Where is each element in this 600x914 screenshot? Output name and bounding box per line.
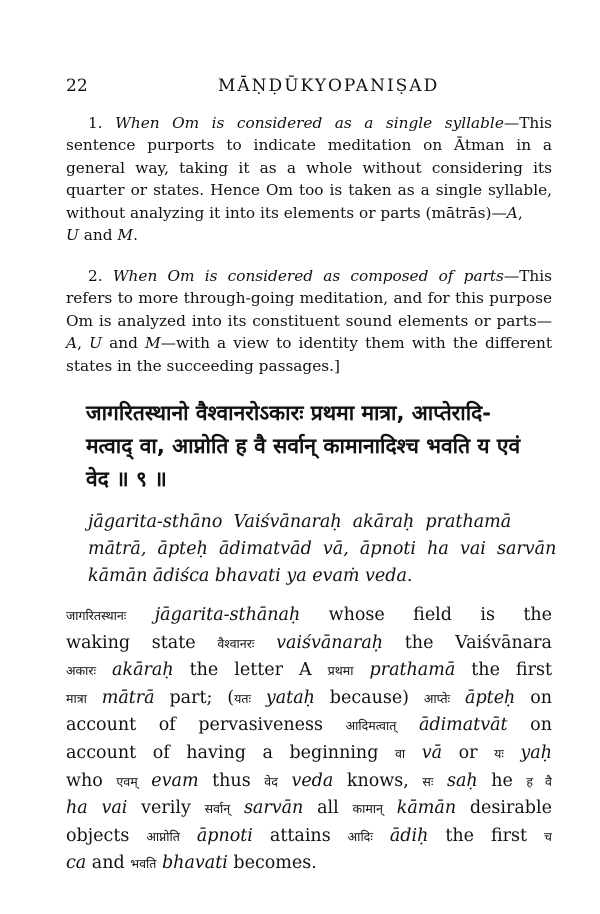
sanskrit-word: प्रथमा xyxy=(327,663,354,679)
gloss-text xyxy=(405,743,422,763)
transliterated-word: bhavati xyxy=(161,853,228,874)
note-text: —This sentence purports to indicate meditation on Ātman in a general way, taking it as a whole without considering its quarter or states. Hence Om too is taken as a single syllable, without analyzing it into its elements or parts (mātrās)— xyxy=(66,114,552,222)
gloss-line xyxy=(66,685,552,713)
gloss-line xyxy=(66,657,552,685)
transliterated-word: akāraḥ xyxy=(112,660,174,681)
transliterated-word: āpteḥ xyxy=(465,687,516,708)
gloss-text: verily xyxy=(127,798,205,819)
gloss-text xyxy=(450,688,465,708)
gloss-line xyxy=(66,768,552,796)
sanskrit-word: वा xyxy=(394,745,406,761)
sanskrit-word: वेद xyxy=(264,773,278,789)
transliterated-word: yaḥ xyxy=(520,742,552,763)
gloss-text: whose field is the xyxy=(300,605,552,625)
gloss-text: who xyxy=(66,770,117,791)
note-text: —This refers to more through-going meditation, and for this purpose Om is analyzed into its constituent sound elements or parts— xyxy=(66,267,552,330)
gloss-text: becomes. xyxy=(227,853,317,874)
transliteration-line: mātrā, āpteḥ ādimatvād vā, āpnoti ha vai sarvān xyxy=(88,539,557,559)
sanskrit-word: भवति xyxy=(130,856,157,872)
gloss-text xyxy=(230,798,244,818)
transliterated-word: vaiśvānaraḥ xyxy=(276,632,384,653)
sanskrit-word: सर्वान् xyxy=(204,801,231,817)
gloss-text: account of pervasiveness xyxy=(66,715,346,736)
transliteration-line: kāmān ādiśca bhavati ya evaṁ veda. xyxy=(88,566,413,586)
transliterated-word: saḥ xyxy=(446,770,478,791)
gloss-text: on xyxy=(507,715,552,736)
transliterated-word: ādimatvāt xyxy=(418,715,508,736)
gloss-line xyxy=(66,740,552,768)
gloss-text: part; ( xyxy=(154,687,235,708)
transliterated-word: vā xyxy=(421,742,443,763)
sanskrit-word: वैश्वानरः xyxy=(217,635,255,651)
gloss-text: or xyxy=(442,742,495,763)
gloss-text: because) xyxy=(314,687,424,708)
sanskrit-word: सः xyxy=(422,773,434,789)
sanskrit-word: ह वै xyxy=(526,773,552,789)
gloss-text: he xyxy=(477,770,527,791)
sanskrit-word: यतः xyxy=(234,690,251,706)
gloss-text: thus xyxy=(198,770,265,791)
verse-transliteration xyxy=(88,509,558,590)
gloss-line xyxy=(66,823,552,851)
running-header xyxy=(66,76,540,98)
gloss-text: the first xyxy=(428,825,545,846)
note-heading: When Om is considered as composed of parts xyxy=(112,267,504,285)
gloss-text xyxy=(87,688,102,708)
transliterated-word: sarvān xyxy=(243,798,304,819)
note-number: 1. xyxy=(88,114,103,132)
sanskrit-word: आप्तेः xyxy=(423,690,451,706)
sanskrit-word: मात्रा xyxy=(66,690,87,706)
verse-line: वेद ॥ ९ ॥ xyxy=(86,467,167,491)
sanskrit-word: आदिः xyxy=(347,828,373,844)
note-single-syllable: 1. When Om is considered as a single syllable—This sentence purports to indicate meditation on Ātman in a general way, taking it as a whole without considering its quarter or states. Hence Om too is taken as a single syllable, without analyzing it into its elements or parts (mātrās)—A, U and M. xyxy=(66,114,552,245)
gloss-text: on xyxy=(515,687,552,708)
gloss-line xyxy=(66,795,552,823)
note-heading: When Om is considered as a single syllable xyxy=(115,114,504,132)
gloss-text: and xyxy=(86,853,131,874)
gloss-text xyxy=(254,633,276,653)
transliterated-word: ha vai xyxy=(66,798,128,819)
gloss-text: attains xyxy=(252,825,348,846)
gloss-text xyxy=(126,605,154,625)
sanskrit-word: अकारः xyxy=(66,663,97,679)
transliterated-word: ādiḥ xyxy=(389,825,429,846)
sanskrit-word: कामान् xyxy=(352,801,383,817)
running-title: MĀṆḌŪKYOPANIṢAD xyxy=(218,76,440,96)
transliteration-line: jāgarita-sthāno Vaiśvānaraḥ akāraḥ prathamā xyxy=(88,512,512,532)
transliterated-word: yataḥ xyxy=(265,687,315,708)
gloss-text: knows, xyxy=(333,770,423,791)
gloss-text: waking state xyxy=(66,632,218,653)
sanskrit-word: आदिमत्वात् xyxy=(345,718,397,734)
gloss-text xyxy=(353,660,369,680)
sanskrit-word: जागरितस्थानः xyxy=(66,608,127,623)
verse-line: मत्वाद् वा, आप्नोति ह वै सर्वान् कामानादिश्च भवति य एवं xyxy=(86,434,521,458)
note-number: 2. xyxy=(88,267,103,285)
gloss-line xyxy=(66,712,552,740)
word-gloss xyxy=(66,602,552,878)
gloss-text xyxy=(96,660,112,680)
note-composed-of-parts: 2. When Om is considered as composed of parts—This refers to more through-going meditation, and for this purpose Om is analyzed into its constituent sound elements or parts—A, U and M—with a view to identity them with the different states in the succeeding passages.] xyxy=(66,267,552,375)
gloss-text xyxy=(251,688,266,708)
gloss-text xyxy=(278,771,292,791)
gloss-line xyxy=(66,630,552,658)
page-number: 22 xyxy=(66,76,88,96)
gloss-text xyxy=(396,715,419,735)
gloss-line xyxy=(66,850,552,878)
transliterated-word: āpnoti xyxy=(196,825,253,846)
transliterated-word: kāmān xyxy=(396,798,457,819)
sanskrit-word: च xyxy=(544,828,552,844)
gloss-text: the first xyxy=(455,660,552,681)
transliterated-word: mātrā xyxy=(101,687,155,708)
gloss-text: all xyxy=(303,798,353,819)
gloss-text: objects xyxy=(66,825,147,846)
sanskrit-word: यः xyxy=(494,745,504,761)
transliterated-word: veda xyxy=(291,770,334,791)
gloss-text xyxy=(504,743,521,763)
gloss-line xyxy=(66,602,552,630)
sanskrit-word: एवम् xyxy=(116,773,138,789)
gloss-text: account of having a beginning xyxy=(66,742,395,763)
transliterated-word: prathamā xyxy=(369,660,456,681)
transliterated-word: evam xyxy=(151,770,199,791)
gloss-text xyxy=(383,798,397,818)
sanskrit-word: आप्नोति xyxy=(146,828,180,844)
transliterated-word: ca xyxy=(66,853,87,874)
gloss-text xyxy=(138,771,152,791)
gloss-text: desirable xyxy=(456,798,552,819)
gloss-text xyxy=(373,826,390,846)
gloss-text xyxy=(433,771,447,791)
verse-line: जागरितस्थानो वैश्वानरोऽकारः प्रथमा मात्रा, आप्तेरादि- xyxy=(86,401,491,425)
transliterated-word: jāgarita-sthānaḥ xyxy=(154,605,301,625)
verse-devanagari xyxy=(86,397,556,496)
gloss-text: the Vaiśvānara xyxy=(383,632,552,653)
gloss-text xyxy=(180,826,197,846)
gloss-text: the letter A xyxy=(173,660,328,681)
